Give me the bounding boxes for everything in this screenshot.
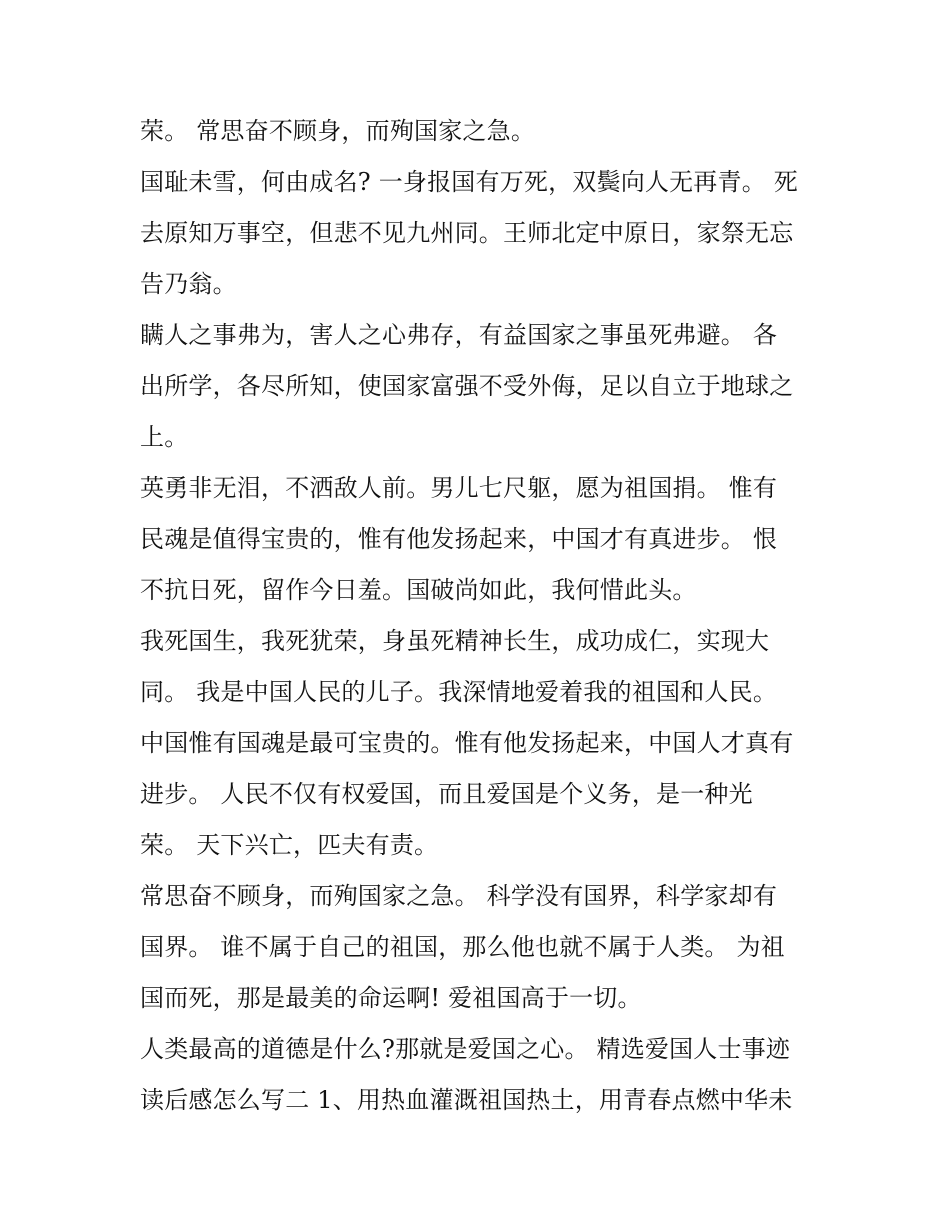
text-line: 告乃翁。 [140,270,237,298]
text-line: 同。 我是中国人民的儿子。我深情地爱着我的祖国和人民。 [140,678,778,706]
text-line: 常思奋不顾身，而殉国家之急。 科学没有国界，科学家却有 [140,882,778,910]
text-line: 瞒人之事弗为，害人之心弗存，有益国家之事虽死弗避。 各 [140,321,778,349]
text-line: 英勇非无泪，不洒敌人前。男儿七尺躯，愿为祖国捐。 惟有 [140,474,778,502]
text-line: 国耻未雪，何由成名? 一身报国有万死，双鬓向人无再青。 死 [140,168,798,196]
text-line: 去原知万事空，但悲不见九州同。王师北定中原日，家祭无忘 [140,219,794,247]
text-line: 不抗日死，留作今日羞。国破尚如此，我何惜此头。 [140,576,697,604]
text-line: 中国惟有国魂是最可宝贵的。惟有他发扬起来，中国人才真有 [140,729,794,757]
text-line: 荣。 常思奋不顾身，而殉国家之急。 [140,117,536,145]
text-line: 出所学，各尽所知，使国家富强不受外侮，足以自立于地球之 [140,372,794,400]
text-line: 国界。 谁不属于自己的祖国，那么他也就不属于人类。 为祖 [140,933,785,961]
text-line: 民魂是值得宝贵的，惟有他发扬起来，中国才有真进步。 恨 [140,525,778,553]
text-line: 上。 [140,423,189,451]
text-line: 荣。 天下兴亡，匹夫有责。 [140,831,439,859]
text-line: 人类最高的道德是什么?那就是爱国之心。 精选爱国人士事迹 [140,1035,791,1063]
text-line: 读后感怎么写二 1、用热血灌溉祖国热土，用青春点燃中华未 [140,1086,793,1114]
document-body [140,106,820,1126]
text-line: 国而死，那是最美的命运啊! 爱祖国高于一切。 [140,984,642,1012]
text-line: 进步。 人民不仅有权爱国，而且爱国是个义务，是一种光 [140,780,753,808]
text-line: 我死国生，我死犹荣，身虽死精神长生，成功成仁，实现大 [140,627,770,655]
